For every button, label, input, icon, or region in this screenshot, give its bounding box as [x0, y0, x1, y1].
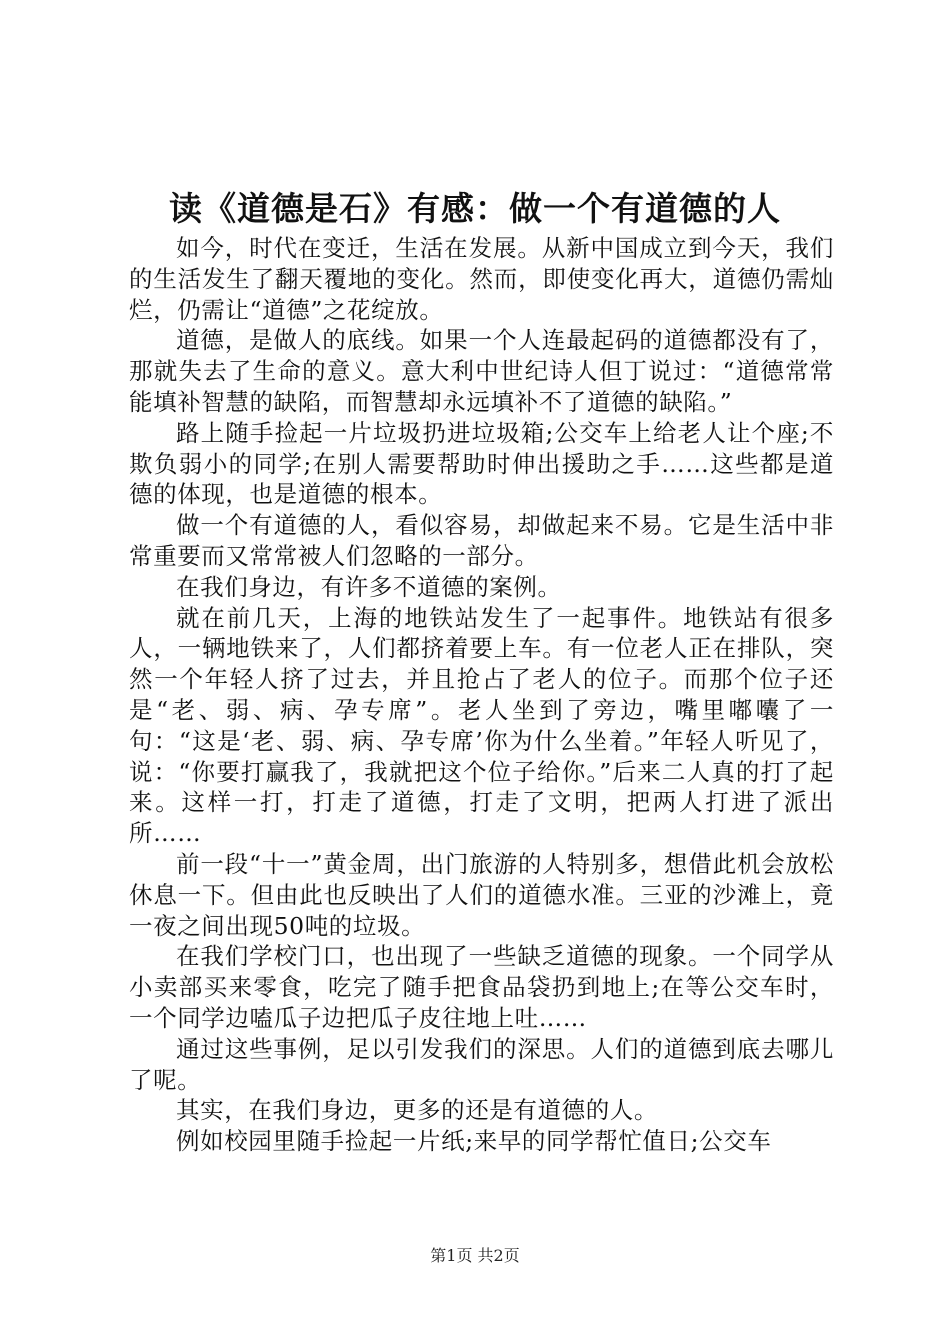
document-title: 读《道德是石》有感：做一个有道德的人 [169, 189, 781, 228]
paragraph: 就在前几天，上海的地铁站发生了一起事件。地铁站有很多人，一辆地铁来了，人们都挤着要上车。有一位老人正在排队，突然一个年轻人挤了过去，并且抢占了老人的位子。而那个位子还是“老、弱、病、孕专席”。老人坐到了旁边，嘴里嘟囔了一句：“这是‘老、弱、病、孕专席’你为什么坐着。”年轻人听见了，说：“你要打赢我了，我就把这个位子给你。”后来二人真的打了起来。这样一打，打走了道德，打走了文明，把两人打进了派出所…… [129, 603, 834, 848]
paragraph: 其实，在我们身边，更多的还是有道德的人。 [176, 1096, 658, 1125]
paragraph: 在我们身边，有许多不道德的案例。 [176, 572, 562, 601]
page-number-footer: 第1页 共2页 [430, 1246, 520, 1265]
paragraph: 做一个有道德的人，看似容易，却做起来不易。它是生活中非常重要而又常常被人们忽略的一部分。 [129, 511, 834, 570]
paragraph: 在我们学校门口，也出现了一些缺乏道德的现象。一个同学从小卖部买来零食，吃完了随手把食品袋扔到地上;在等公交车时，一个同学边嗑瓜子边把瓜子皮往地上吐…… [129, 942, 834, 1032]
document-body [129, 233, 834, 1157]
paragraph: 路上随手捡起一片垃圾扔进垃圾箱;公交车上给老人让个座;不欺负弱小的同学;在别人需要帮助时伸出援助之手……这些都是道德的体现，也是道德的根本。 [129, 418, 834, 509]
paragraph: 前一段“十一”黄金周，出门旅游的人特别多，想借此机会放松休息一下。但由此也反映出了人们的道德水准。三亚的沙滩上，竟一夜之间出现50吨的垃圾。 [129, 849, 834, 940]
paragraph: 道德，是做人的底线。如果一个人连最起码的道德都没有了，那就失去了生命的意义。意大利中世纪诗人但丁说过：“道德常常能填补智慧的缺陷，而智慧却永远填补不了道德的缺陷。” [129, 326, 834, 416]
paragraph: 例如校园里随手捡起一片纸;来早的同学帮忙值日;公交车 [176, 1127, 772, 1156]
paragraph: 通过这些事例，足以引发我们的深思。人们的道德到底去哪儿了呢。 [129, 1034, 834, 1094]
paragraph: 如今，时代在变迁，生活在发展。从新中国成立到今天，我们的生活发生了翻天覆地的变化。然而，即使变化再大，道德仍需灿烂，仍需让“道德”之花绽放。 [129, 234, 834, 324]
